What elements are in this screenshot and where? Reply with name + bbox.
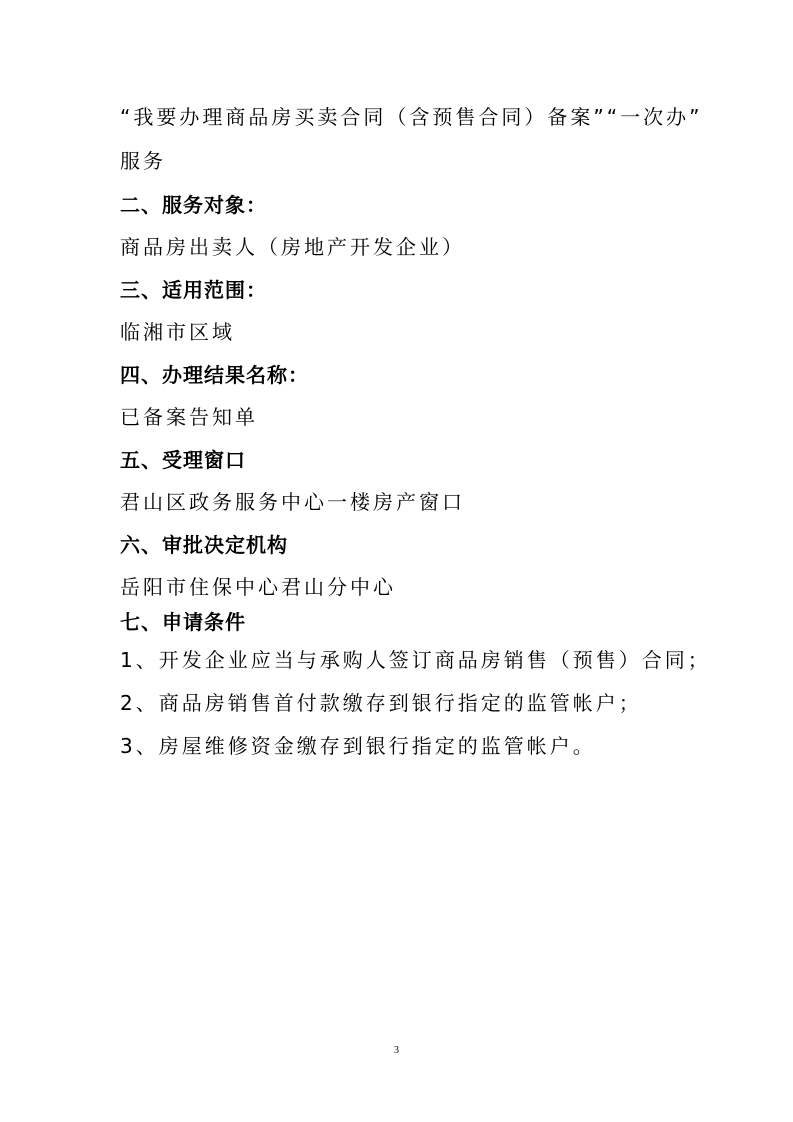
section-heading-service-target: 二、服务对象： bbox=[120, 193, 267, 217]
section-content-scope: 临湘市区域 bbox=[120, 320, 235, 344]
section-heading-scope: 三、适用范围： bbox=[120, 278, 267, 302]
section-heading-approval-authority: 六、审批决定机构 bbox=[120, 533, 288, 557]
section-content-window: 君山区政务服务中心一楼房产窗口 bbox=[120, 490, 465, 514]
page-number: 3 bbox=[394, 1045, 399, 1056]
section-heading-window: 五、受理窗口 bbox=[120, 448, 246, 472]
condition-item-3: 3、房屋维修资金缴存到银行指定的监管帐户。 bbox=[120, 734, 596, 758]
section-content-service-target: 商品房出卖人（房地产开发企业） bbox=[120, 235, 465, 259]
intro-line-2: 服务 bbox=[120, 149, 166, 173]
condition-item-1: 1、开发企业应当与承购人签订商品房销售（预售）合同； bbox=[120, 648, 711, 672]
section-content-approval-authority: 岳阳市住保中心君山分中心 bbox=[120, 575, 396, 599]
section-heading-result-name: 四、办理结果名称： bbox=[120, 363, 309, 387]
section-content-result-name: 已备案告知单 bbox=[120, 405, 258, 429]
intro-line-1: “我要办理商品房买卖合同（含预售合同）备案”“一次办” bbox=[120, 105, 703, 129]
condition-item-2: 2、商品房销售首付款缴存到银行指定的监管帐户； bbox=[120, 691, 642, 715]
section-heading-conditions: 七、申请条件 bbox=[120, 610, 246, 634]
